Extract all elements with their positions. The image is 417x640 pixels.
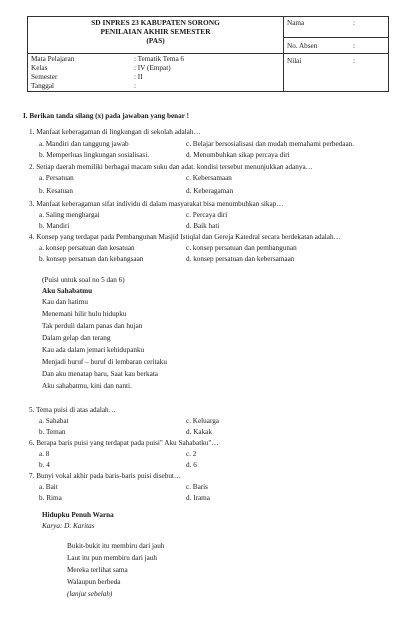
nilai-colon: : [353, 57, 355, 65]
nilai-cell [284, 54, 389, 92]
class-value: : IV (Empat) [134, 64, 171, 72]
date-label: Tanggal [31, 82, 55, 90]
class-row [31, 64, 280, 73]
q1-option-d[interactable]: d. Menumbuhkan sikap percaya diri [186, 151, 290, 159]
school-title [28, 17, 284, 54]
q1-option-c[interactable]: c. Belajar bersosialisasi dan mudah memahami perbedaan. [186, 140, 355, 148]
poem2-line: Laut itu pun membiru dari jauh [67, 554, 158, 562]
nilai-row [287, 57, 385, 66]
poem2-line: Walaupun berbeda [67, 578, 121, 586]
q3-option-a[interactable]: a. Saling menghargai [39, 211, 100, 219]
identity-cell [284, 17, 389, 54]
no-absen-row [284, 38, 388, 51]
q2-option-a[interactable]: a. Persatuan [39, 174, 74, 182]
nilai-label: Nilai [287, 57, 302, 65]
exam-abbrev: (PAS) [146, 36, 165, 46]
poem-line: Kau ada dalam jemari kehidupanku [42, 346, 145, 354]
q4-option-a[interactable]: a. konsep persatuan dan kesatuan [39, 244, 135, 252]
no-absen-label: No. Absen [287, 42, 318, 50]
nama-row [284, 17, 388, 38]
exam-header-table [27, 16, 389, 92]
semester-value: : II [134, 73, 143, 81]
question-3: 3. Manfaat keberagaman sifat individu di dalam masyarakat bisa menumbuhkan sikap… [29, 200, 284, 208]
poem-line: Menemani hilir hulu hidupku [42, 310, 127, 318]
question-7: 7. Bunyi vokal akhir pada baris-baris puisi disebut… [29, 472, 182, 480]
q4-option-c[interactable]: c. konsep persatuan dan pembangunan [186, 244, 297, 252]
q5-option-d[interactable]: d. Kakak [186, 428, 212, 436]
q1-option-b[interactable]: b. Memperluas lingkungan sosialisasi. [39, 151, 149, 159]
question-6: 6. Berapa baris puisi yang terdapat pada puisi" Aku Sahabatku"… [29, 439, 219, 447]
q5-option-b[interactable]: b. Teman [39, 428, 66, 436]
poem-line: Aku sahabatmu, kini dan nanti. [42, 382, 132, 390]
q4-option-b[interactable]: b. konsep persatuan dan kebangsaan [39, 255, 144, 263]
q2-option-d[interactable]: d. Keberagaman [186, 187, 234, 195]
q2-option-c[interactable]: c. Kebersamaan [186, 174, 232, 182]
subject-label: Mata Pelajaran [31, 55, 75, 63]
school-name: SD INPRES 23 KABUPATEN SORONG [91, 18, 220, 27]
q3-option-c[interactable]: c. Percaya diri [186, 211, 228, 219]
q1-option-a[interactable]: a. Mandiri dan tanggung jawab [39, 140, 129, 148]
q5-option-c[interactable]: c. Keluarga [186, 417, 219, 425]
q6-option-c[interactable]: c. 2 [186, 450, 197, 458]
q6-option-b[interactable]: b. 4 [39, 461, 50, 469]
question-4: 4. Konsep yang terdapat pada Pembangunan Masjid Istiqlal dan Gereja Katedral secara berdekatan adalah… [29, 233, 341, 241]
nama-label: Nama [287, 19, 305, 27]
poem-line: Dan aku menatap haru, Saat kau berkata [42, 370, 158, 378]
poem-line: Kau dan hatimu [42, 298, 88, 306]
poem2-line: Mereka terlihat sama [67, 566, 128, 574]
semester-row [31, 73, 280, 82]
subject-value: : Tematik Tema 6 [134, 55, 185, 63]
poem-line: Dalam gelap dan terang [42, 334, 111, 342]
q7-option-c[interactable]: c. Baris [186, 483, 208, 491]
q2-option-b[interactable]: b. Kesatuan [39, 187, 73, 195]
question-2: 2. Setiap daerah memiliki berbagai macam suku dan adat. kondisi tersebut menunjukkan adanya… [29, 163, 313, 171]
subject-row [31, 55, 280, 64]
q7-option-a[interactable]: a. Bait [39, 483, 58, 491]
continued-note: (lanjut sebelah) [67, 590, 113, 598]
subject-info [28, 54, 284, 92]
nama-colon: : [353, 19, 355, 27]
date-row [31, 82, 280, 91]
q7-option-d[interactable]: d. Irama [186, 494, 210, 502]
question-5: 5. Tema puisi di atas adalah… [29, 406, 116, 414]
q5-option-a[interactable]: a. Sahabat [39, 417, 69, 425]
poem-line: Menjadi huruf – huruf di lembaran ceritaku [42, 358, 167, 366]
poem-title: Aku Sahabatmu [42, 287, 93, 295]
no-absen-colon: : [353, 42, 355, 50]
q4-option-d[interactable]: d. konsep persatuan dan kebersamaan [186, 255, 295, 263]
poem2-line: Bukit-bukit itu membiru dari jauh [67, 542, 165, 550]
q7-option-b[interactable]: b. Rima [39, 494, 62, 502]
q3-option-d[interactable]: d. Baik hati [186, 222, 220, 230]
poem2-title: Hidupku Penuh Warna [42, 511, 114, 519]
poem2-author: Karya: D. Karitas [42, 522, 95, 530]
poem-intro: (Puisi untuk soal no 5 dan 6) [42, 276, 125, 284]
question-1: 1. Manfaat keberagaman di lingkungan di sekolah adalah… [29, 128, 201, 136]
section-title: I. Berikan tanda silang (x) pada jawaban yang benar ! [23, 112, 190, 120]
poem-line: Tak perduli dalam panas dan hujan [42, 322, 143, 330]
q6-option-a[interactable]: a. 8 [39, 450, 50, 458]
semester-label: Semester [31, 73, 58, 81]
q3-option-b[interactable]: b. Mandiri [39, 222, 70, 230]
exam-name: PENILAIAN AKHIR SEMESTER [100, 27, 211, 37]
date-value: : [134, 82, 136, 90]
q6-option-d[interactable]: d. 6 [186, 461, 197, 469]
class-label: Kelas [31, 64, 48, 72]
